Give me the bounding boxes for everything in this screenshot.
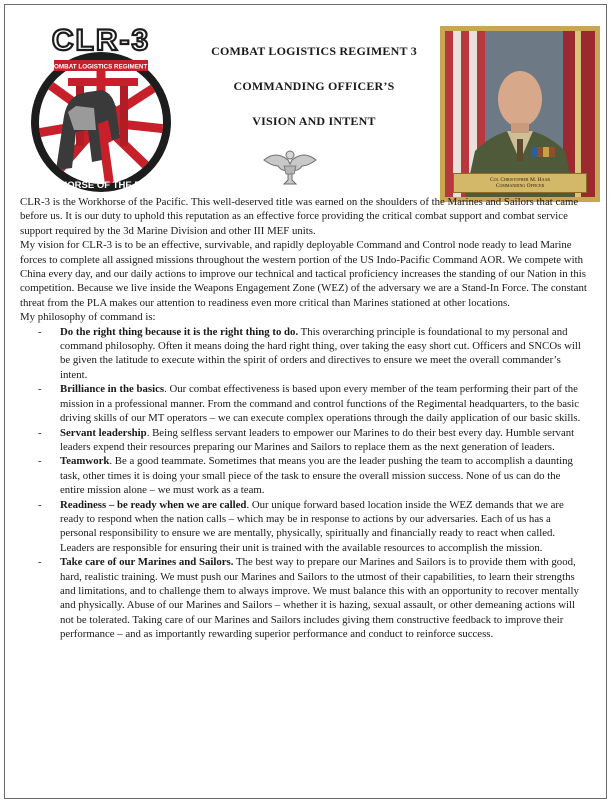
commander-portrait [440,26,600,202]
philosophy-list [20,325,592,642]
bullet-text: The best way to prepare our Marines and Sailors is to provide them with good, hard, realistic training. We must push our Marines and Sailors to the utmost of their capabilities, to learn their strengths and limitations, and to challenge them to always improve. We must balance this with an opportunity to recover mentally and physically. Abuse of our Marines and Sailors – whether it is hazing, sexual assault, or other demeaning actions will not be tolerated. Taking care of our Marines and Sailors includes giving them constructive feedback to improve their performance – and as importantly rewarding superior performance and conduct to reinforce success. [60,556,579,641]
bullet-text: . Our unique forward based location inside the WEZ demands that we are ready to respond when the nation calls – which may be in response to actions by our adversaries. Each of us has a personal responsibility to ensure we are mentally, physically, spiritually and financially ready to react when called. Leaders are responsible for ensuring their unit is trained with the available resources to accomplish the mission. [60,498,564,554]
bullet-heading: Servant leadership [60,426,147,439]
list-item [20,382,592,425]
list-item [20,325,592,383]
logo-banner-text: COMBAT LOGISTICS REGIMENT 3 [49,63,153,71]
bullet-text: . Our combat effectiveness is based upon every member of the team performing their part of the mission in a professional manner. From the command and control functions of the Regimental headquarters, to the basic driving skills of our MT operators – we can execute complex operations through the daily application of our basic skills. [60,383,581,425]
bullet-heading: Do the right thing because it is the right thing to do. [60,325,299,338]
bullet-heading: Take care of our Marines and Sailors. [60,556,234,569]
bullet-dash: - [38,325,42,338]
bullet-heading: Readiness – be ready when we are called [60,498,247,511]
bullet-dash: - [38,426,42,439]
intro-paragraph-1: CLR-3 is the Workhorse of the Pacific. This well-deserved title was earned on the shoulders of the Marines and Sailors that came before us. It is our duty to uphold this reputation as an effective force providing the critical combat support and combat service support required by the 3d Marine Division and other III MEF units. [20,196,579,237]
bullet-heading: Teamwork [60,455,110,468]
list-item [20,426,592,455]
intro-paragraph-2: My vision for CLR-3 is to be an effective, survivable, and rapidly deployable Command and Control node ready to lead Marine forces to complete all assigned missions throughout the western portion of the US Indo-Pacific Command AOR. We compete with China every day, and our daily actions to improve our technical and tactical proficiency increases the standing of our Nation in this competition. Because we live inside the Weapons Engagement Zone (WEZ) of the adversary we are a Stand-In Force. The constant threat from the PLA makes our attention to readiness even more critical than Marines stationed at other locations. [20,239,587,309]
bullet-dash: - [38,556,42,569]
list-item [20,454,592,497]
bullet-heading: Brilliance in the basics [60,383,165,396]
bullet-text: . Being selfless servant leaders to empower our Marines to do their best every day. Humble servant leaders expend their resources preparing our Marines and Sailors to replace them as the next generation of leaders. [60,426,575,453]
document-title [196,44,432,149]
nameplate-name: Col Christopher M. Haar [489,176,551,183]
bullet-text: This overarching principle is foundational to my personal and command philosophy. Often it means doing the hard right thing, over taking the easy short cut. Officers and SNCOs will be given the latitude to execute within the spirit of orders and directives to ensure we meet the overall commander’s intent. [60,325,581,381]
logo-bottom-text: WORKHORSE OF THE PACIFIC [30,180,172,191]
portrait-nameplate [453,173,587,193]
logo-title-text: CLR-3 [51,24,151,57]
list-item [20,498,592,556]
vision-body [20,195,592,642]
bullet-dash: - [38,498,42,511]
title-line-1: COMBAT LOGISTICS REGIMENT 3 [211,44,417,58]
bullet-dash: - [38,383,42,396]
nameplate-title: Commanding Officer [495,183,545,189]
title-line-3: VISION AND INTENT [252,114,376,128]
eagle-insignia-icon [262,146,318,186]
bullet-dash: - [38,455,42,468]
list-item [20,555,592,641]
bullet-text: . Be a good teammate. Sometimes that means you are the leader pushing the team to accomplish a daunting task, other times it is doing your small piece of the task to ensure the overall mission success. None of us can do the entire mission alone – we must work as a team. [60,455,573,497]
title-line-2: COMMANDING OFFICER’S [233,79,395,93]
intro-paragraph-3: My philosophy of command is: [20,311,156,324]
clr3-logo [16,20,186,200]
